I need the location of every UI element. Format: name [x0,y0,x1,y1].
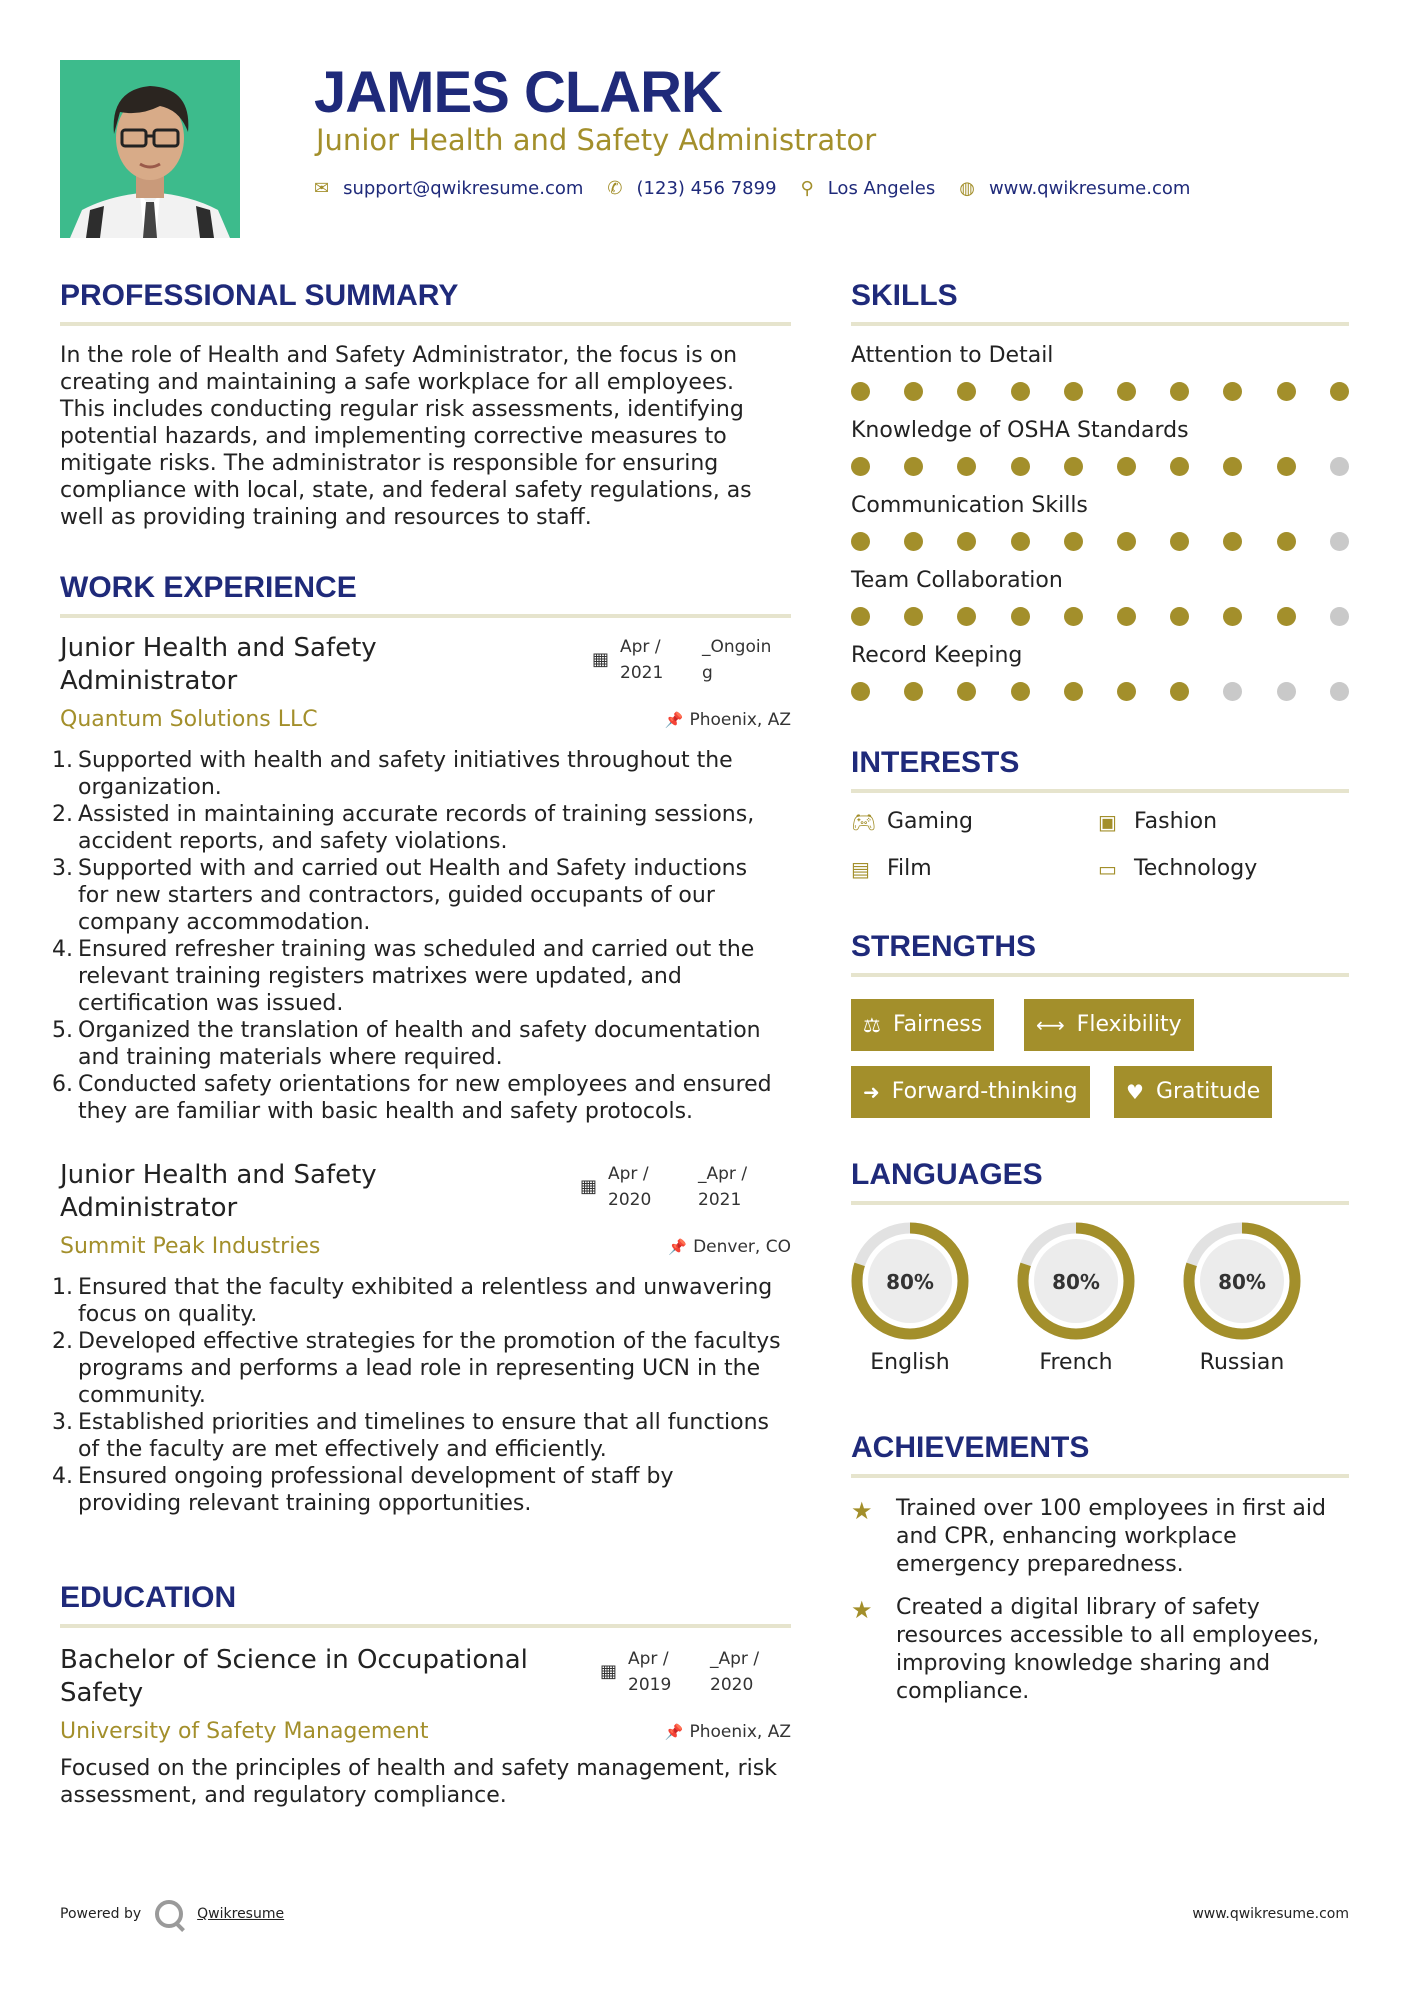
degree-title-line: Bachelor of Science in Occupational [60,1645,528,1675]
interests-heading: INTERESTS [851,746,1020,779]
school-location [665,1718,791,1746]
rating-dot-filled [851,607,870,626]
education-dates [600,1646,800,1698]
date-part: Apr / [620,637,661,657]
date-part: 2020 [710,1675,754,1695]
date-part: 2021 [698,1190,742,1210]
skills-section-heading [851,276,1349,326]
duty-line: and training materials where required. [78,1045,503,1070]
work-section-heading [60,568,791,618]
rating-dot-filled [957,607,976,626]
skill-item [851,492,1349,552]
summary-line: In the role of Health and Safety Administrator, the focus is on [60,343,738,368]
job-duties [52,747,791,1125]
duty-line: Ensured refresher training was scheduled and carried out the [78,937,755,962]
achievement-line: Trained over 100 employees in first aid [896,1496,1326,1521]
date-part: g [702,663,713,683]
description-line: Focused on the principles of health and safety management, risk [60,1756,777,1781]
rating-dot-filled [957,457,976,476]
language-percent: 80% [1218,1270,1266,1294]
achievement-line: compliance. [896,1679,1030,1704]
rating-dot-filled [1170,382,1189,401]
rating-dot-filled [1223,607,1242,626]
skill-rating [851,382,1349,402]
summary-text [60,342,791,531]
interests-section-heading [851,743,1349,793]
education-description [60,1755,791,1809]
duty-number: 5. [52,1018,73,1043]
rating-dot-filled [1277,532,1296,551]
achievement-line: and CPR, enhancing workplace [896,1524,1237,1549]
rating-dot-filled [904,532,923,551]
rating-dot-filled [1011,682,1030,701]
duty-item [52,1274,791,1328]
interest-label: Fashion [1134,809,1218,834]
arrow-right-icon: ➜ [863,1080,880,1104]
interest-label: Gaming [887,809,973,834]
duty-number: 4. [52,937,73,962]
skill-item [851,642,1349,702]
duty-item [52,1328,791,1409]
profile-photo [60,60,240,238]
interest-label: Film [887,856,932,881]
rating-dot-filled [851,457,870,476]
rating-dot-filled [1223,457,1242,476]
section-divider [851,322,1349,326]
duty-number: 3. [52,1410,73,1435]
duty-line: organization. [78,775,222,800]
duty-line: Supported with and carried out Health and Safety inductions [78,856,748,881]
date-part: 2019 [628,1675,672,1695]
duty-line: programs and performs a lead role in representing UCN in the [78,1356,761,1381]
skill-name: Attention to Detail [851,343,1054,368]
school-location-text: Phoenix, AZ [689,1722,791,1742]
skill-rating [851,607,1349,627]
candidate-role: Junior Health and Safety Administrator [316,123,877,157]
pushpin-icon: 📌 [664,1723,684,1741]
rating-dot-filled [1170,682,1189,701]
pushpin-icon: 📌 [668,1238,688,1256]
strengths-section-heading [851,927,1349,977]
duty-line: providing relevant training opportunities. [78,1491,532,1516]
job-title-line: Administrator [60,666,238,696]
section-divider [60,1624,791,1628]
rating-dot-empty [1277,682,1296,701]
rating-dot-empty [1223,682,1242,701]
rating-dot-filled [1064,382,1083,401]
duty-line: Ensured that the faculty exhibited a relentless and unwavering [78,1275,773,1300]
rating-dot-filled [1277,607,1296,626]
duty-line: community. [78,1383,206,1408]
qwikresume-logo-icon [155,1900,183,1928]
language-name: English [870,1350,950,1375]
skill-name: Team Collaboration [851,568,1063,593]
job-title [60,632,480,698]
strength-tag [1024,999,1194,1051]
email-link[interactable]: support@qwikresume.com [343,178,584,199]
rating-dot-filled [1117,382,1136,401]
rating-dot-filled [851,532,870,551]
start-date [620,634,702,686]
interest-item [851,808,973,836]
interest-item [1098,855,1257,883]
start-date [608,1161,698,1213]
strength-label: Flexibility [1076,1012,1182,1037]
job-entry [52,1159,791,1529]
date-part: _Apr / [710,1649,760,1669]
languages-heading: LANGUAGES [851,1158,1043,1191]
rating-dot-filled [1064,532,1083,551]
powered-by-label: Powered by [60,1906,142,1922]
duty-line: Conducted safety orientations for new employees and ensured [78,1072,772,1097]
rating-dot-filled [957,682,976,701]
section-divider [851,973,1349,977]
achievement-line: resources accessible to all employees, [896,1623,1320,1648]
skill-name: Knowledge of OSHA Standards [851,418,1189,443]
rating-dot-filled [1011,382,1030,401]
duty-line: of the faculty are met effectively and efficiently. [78,1437,607,1462]
job-location-text: Phoenix, AZ [689,710,791,730]
job-dates [592,634,792,686]
end-date [710,1646,800,1698]
date-part: 2021 [620,663,664,683]
duty-line: company accommodation. [78,910,371,935]
duty-item [52,1409,791,1463]
duty-line: Established priorities and timelines to ensure that all functions [78,1410,770,1435]
rating-dot-empty [1330,682,1349,701]
rating-dot-filled [1277,457,1296,476]
rating-dot-filled [851,382,870,401]
job-title-line: Junior Health and Safety [60,1160,377,1190]
star-icon: ★ [851,1497,873,1525]
language-ring [1180,1219,1304,1343]
duty-line: Supported with health and safety initiatives throughout the [78,748,733,773]
shopping-bag-icon: ▣ [1098,810,1117,834]
strength-tag [851,999,994,1051]
date-part: Apr / [628,1649,669,1669]
calendar-icon: ▦ [600,1661,618,1682]
rating-dot-filled [1117,457,1136,476]
rating-dot-filled [1117,532,1136,551]
duty-number: 2. [52,1329,73,1354]
gamepad-icon: 🎮︎ [851,810,877,834]
end-date [698,1161,788,1213]
rating-dot-filled [1064,682,1083,701]
profile-photo-illustration [60,60,240,238]
rating-dot-empty [1330,457,1349,476]
summary-line: mitigate risks. The administrator is responsible for ensuring [60,451,719,476]
education-entry [60,1644,791,1814]
achievement-item [851,1594,1349,1706]
duty-line: Assisted in maintaining accurate records of training sessions, [78,802,755,827]
language-percent: 80% [886,1270,934,1294]
degree-title-line: Safety [60,1678,144,1708]
achievements-section-heading [851,1428,1349,1478]
job-location [665,706,791,734]
rating-dot-filled [957,382,976,401]
interest-item [1098,808,1217,836]
job-title-line: Junior Health and Safety [60,633,377,663]
rating-dot-filled [1011,457,1030,476]
company-name: Summit Peak Industries [60,1234,321,1259]
company-name: Quantum Solutions LLC [60,707,318,732]
language-item [1177,1219,1307,1377]
candidate-name: JAMES CLARK [314,60,722,125]
duty-number: 4. [52,1464,73,1489]
skill-rating [851,532,1349,552]
pushpin-icon: 📌 [664,711,684,729]
summary-section-heading [60,276,791,326]
achievement-line: Created a digital library of safety [896,1595,1260,1620]
rating-dot-empty [1330,607,1349,626]
duty-line: for new starters and contractors, guided occupants of our [78,883,715,908]
job-location-text: Denver, CO [693,1237,791,1257]
rating-dot-filled [1223,532,1242,551]
duty-line: Developed effective strategies for the promotion of the facultys [78,1329,781,1354]
school-name: University of Safety Management [60,1719,429,1744]
duty-line: certification was issued. [78,991,344,1016]
duty-item [52,801,791,855]
envelope-icon: ✉ [314,178,330,199]
duty-line: focus on quality. [78,1302,258,1327]
interest-item [851,855,932,883]
skill-item [851,567,1349,627]
end-date [702,634,792,686]
arrows-horizontal-icon: ⟷ [1036,1013,1065,1037]
date-part: _Apr / [698,1164,748,1184]
rating-dot-filled [851,682,870,701]
job-location [668,1233,791,1261]
achievement-text [896,1594,1349,1706]
rating-dot-filled [1117,682,1136,701]
summary-heading: PROFESSIONAL SUMMARY [60,279,459,312]
duty-number: 1. [52,1275,73,1300]
rating-dot-filled [1170,457,1189,476]
section-divider [60,322,791,326]
strength-tag [851,1066,1090,1118]
language-item [845,1219,975,1377]
rating-dot-filled [904,607,923,626]
description-line: assessment, and regulatory compliance. [60,1783,507,1808]
strength-label: Fairness [892,1012,983,1037]
languages-section-heading [851,1155,1349,1205]
job-dates [580,1161,788,1213]
skills-heading: SKILLS [851,279,958,312]
contact-bar [314,178,1214,199]
rating-dot-filled [957,532,976,551]
date-part: 2020 [608,1190,652,1210]
date-part: Apr / [608,1164,649,1184]
rating-dot-filled [1117,607,1136,626]
achievements-heading: ACHIEVEMENTS [851,1431,1090,1464]
rating-dot-filled [1223,382,1242,401]
achievement-text [896,1495,1349,1579]
job-title-line: Administrator [60,1193,238,1223]
phone-number: (123) 456 7899 [636,178,777,199]
skill-name: Record Keeping [851,643,1023,668]
calendar-icon: ▦ [592,649,610,670]
job-entry [52,632,791,1132]
start-date [628,1646,710,1698]
duty-item [52,1463,791,1517]
duty-item [52,1071,791,1125]
rating-dot-filled [1170,607,1189,626]
strength-tag [1114,1066,1272,1118]
rating-dot-filled [1011,607,1030,626]
rating-dot-filled [1064,457,1083,476]
duty-item [52,855,791,936]
education-heading: EDUCATION [60,1581,237,1614]
summary-line: This includes conducting regular risk assessments, identifying [60,397,744,422]
education-section-heading [60,1578,791,1628]
interest-label: Technology [1134,856,1258,881]
skill-item [851,342,1349,402]
phone-icon: ✆ [607,178,623,199]
summary-line: compliance with local, state, and federal safety regulations, as [60,478,752,503]
rating-dot-filled [1170,532,1189,551]
summary-line: potential hazards, and implementing corrective measures to [60,424,727,449]
duty-line: accident reports, and safety violations. [78,829,508,854]
achievement-line: emergency preparedness. [896,1552,1184,1577]
language-item [1011,1219,1141,1377]
heart-icon: ♥ [1126,1080,1144,1104]
section-divider [851,789,1349,793]
rating-dot-filled [1330,382,1349,401]
strengths-heading: STRENGTHS [851,930,1037,963]
star-icon: ★ [851,1596,873,1624]
duty-number: 2. [52,802,73,827]
summary-line: creating and maintaining a safe workplace for all employees. [60,370,734,395]
skill-rating [851,682,1349,702]
rating-dot-empty [1330,532,1349,551]
strength-label: Forward-thinking [891,1079,1078,1104]
strength-label: Gratitude [1155,1079,1261,1104]
work-heading: WORK EXPERIENCE [60,571,357,604]
language-ring [1014,1219,1138,1343]
summary-line: well as providing training and resources to staff. [60,505,592,530]
duty-item [52,1017,791,1071]
job-title [60,1159,480,1225]
job-duties [52,1274,791,1517]
duty-number: 1. [52,748,73,773]
language-name: French [1039,1350,1113,1375]
date-part: _Ongoin [702,637,772,657]
footer-website-link[interactable]: www.qwikresume.com [1192,1906,1349,1922]
rating-dot-filled [904,382,923,401]
balance-scale-icon: ⚖ [863,1013,881,1037]
section-divider [60,614,791,618]
duty-line: relevant training registers matrixes were updated, and [78,964,682,989]
duty-item [52,747,791,801]
language-ring [848,1219,972,1343]
language-name: Russian [1199,1350,1285,1375]
duty-number: 3. [52,856,73,881]
rating-dot-filled [904,682,923,701]
location-text: Los Angeles [827,178,936,199]
map-pin-icon: ⚲ [800,178,814,199]
duty-line: Ensured ongoing professional development of staff by [78,1464,674,1489]
duty-number: 6. [52,1072,73,1097]
achievement-item [851,1495,1349,1579]
rating-dot-filled [904,457,923,476]
footer-powered-by [60,1900,284,1928]
rating-dot-filled [1277,382,1296,401]
section-divider [851,1474,1349,1478]
duty-item [52,936,791,1017]
rating-dot-filled [1064,607,1083,626]
degree-title [60,1644,580,1710]
language-percent: 80% [1052,1270,1100,1294]
calendar-icon: ▦ [580,1176,598,1197]
achievement-line: improving knowledge sharing and [896,1651,1271,1676]
duty-line: they are familiar with basic health and safety protocols. [78,1099,694,1124]
qwikresume-link[interactable]: Qwikresume [197,1906,285,1922]
website-link[interactable]: www.qwikresume.com [988,178,1191,199]
duty-line: Organized the translation of health and safety documentation [78,1018,761,1043]
section-divider [851,1201,1349,1205]
rating-dot-filled [1011,532,1030,551]
skill-name: Communication Skills [851,493,1088,518]
film-icon: ▤ [851,857,870,881]
skill-item [851,417,1349,477]
skill-rating [851,457,1349,477]
globe-icon: ◍ [959,178,975,199]
laptop-icon: ▭ [1098,857,1117,881]
